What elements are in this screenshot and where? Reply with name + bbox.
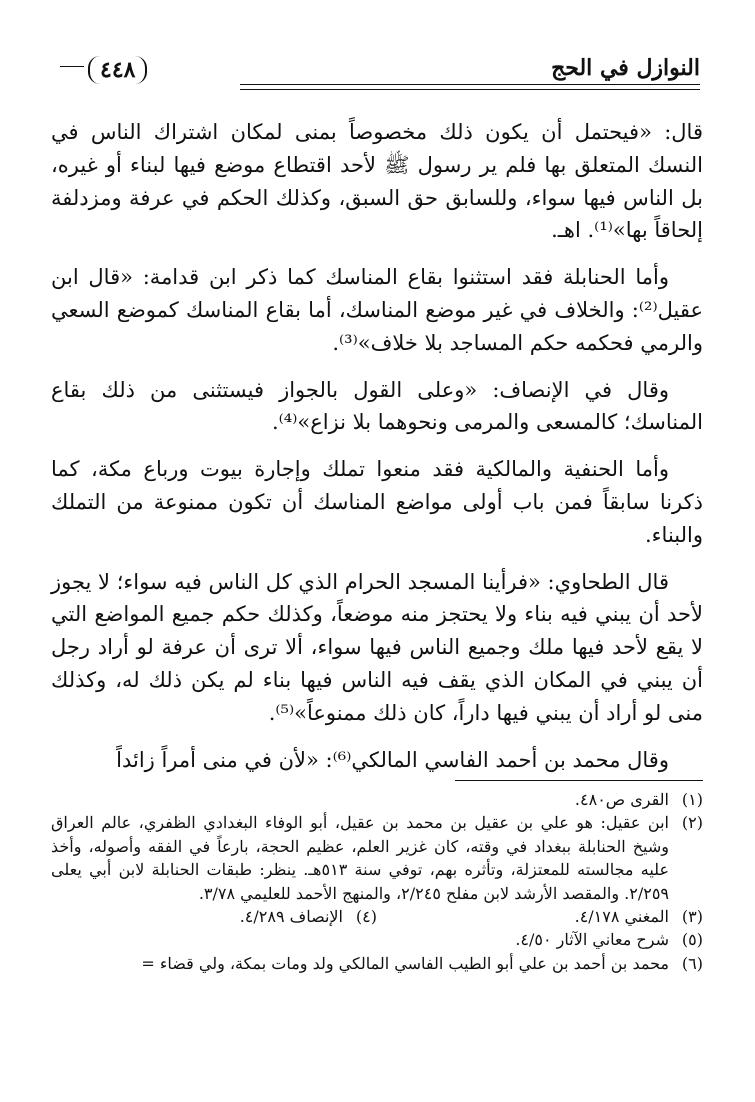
- running-header: [60, 52, 700, 92]
- paragraph-2: وأما الحنابلة فقد استثنوا بقاع المناسك كما ذكر ابن قدامة: «قال ابن عقيل⁽²⁾: والخلاف في غير موضع المناسك، أما بقاع المناسك كموضع السعي والرمي فحكمه حكم المساجد بلا خلاف»⁽³⁾.: [51, 265, 703, 355]
- footnote-text: القرى ص٤٨٠.: [574, 790, 669, 809]
- page-number: ٤٤٨: [88, 56, 147, 84]
- footnote-text: المغني ٤/١٧٨.: [574, 907, 669, 927]
- footnotes: [51, 788, 703, 975]
- footnote-4: [51, 905, 377, 928]
- paragraph-4: وأما الحنفية والمالكية فقد منعوا تملك وإجارة بيوت ورباع مكة، كما ذكرنا سابقاً فمن باب أولى مواضع المناسك أن تكون ممنوعة من التملك والبناء.: [51, 457, 703, 547]
- footnote-text: ابن عقيل: هو علي بن عقيل بن محمد بن عقيل، أبو الوفاء البغدادي الظفري، عالم العراق وشيخ الحنابلة ببغداد في وقته، كان غزير العلم، عظيم الحجة، بارعاً في الفقه وأصوله، وأخذ عليه مجالسته للمعتزلة، وتأثره بهم، توفي سنة ٥١٣هـ. ينظر: طبقات الحنابلة لابن أبي يعلى ٢/٢٥٩. والمقصد الأرشد لابن مفلح ٢/٢٤٥، والمنهج الأحمد للعليمي ٣/٧٨.: [51, 813, 670, 903]
- footnote-1: [51, 788, 703, 811]
- body-text: [51, 116, 703, 776]
- header-ornament: [60, 66, 84, 67]
- footnote-number: (٣): [681, 907, 703, 927]
- paragraph-5: قال الطحاوي: «فرأينا المسجد الحرام الذي كل الناس فيه سواء؛ لا يجوز لأحد أن يبني فيه بناء ولا يحتجز منه موضعاً، وكذلك حكم جميع المواضع التي لا يقع لأحد فيها ملك وجميع الناس فيها سواء، ألا ترى أن عرفة لو أراد رجل أن يبني في المكان الذي يقف فيه الناس فيها بناء لم يكن ذلك له، وكذلك منى لو أراد أن يبني فيها داراً، كان ذلك ممنوعاً»⁽⁵⁾.: [50, 569, 703, 725]
- footnote-2: [51, 811, 703, 905]
- footnote-3: [377, 905, 703, 928]
- footnote-number: (٦): [681, 953, 703, 973]
- book-title: النوازل في الحج: [551, 55, 700, 81]
- footnote-number: (٤): [355, 907, 377, 927]
- footnote-number: (٢): [681, 813, 703, 833]
- footnote-text: الإنصاف ٤/٢٨٩.: [239, 907, 343, 927]
- footnote-5: [51, 928, 703, 951]
- footnote-number: (١): [681, 790, 703, 809]
- paragraph-1: قال: «فيحتمل أن يكون ذلك مخصوصاً بمنى لمكان اشتراك الناس في النسك المتعلق بها فلم ير رسول ﷺ لأحد اقتطاع موضع فيها لبناء أو غيره، بل الناس فيها سواء، وللسابق حق السبق، وكذلك الحكم في عرفة ومزدلفة إلحاقاً بها»⁽¹⁾. اهـ.: [51, 120, 703, 243]
- header-rule-top: [240, 84, 700, 85]
- paragraph-6: وقال محمد بن أحمد الفاسي المالكي⁽⁶⁾: «لأن في منى أمراً زائداً: [116, 747, 669, 772]
- header-rule-bottom: [240, 89, 700, 90]
- footnote-separator: [455, 780, 703, 781]
- footnote-text: محمد بن أحمد بن علي أبو الطيب الفاسي المالكي ولد ومات بمكة، ولي قضاء =: [141, 953, 669, 973]
- footnote-6: [51, 952, 703, 975]
- paragraph-3: وقال في الإنصاف: «وعلى القول بالجواز فيستثنى من ذلك بقاع المناسك؛ كالمسعى والمرمى ونحوهما بلا نزاع»⁽⁴⁾.: [51, 377, 703, 435]
- footnote-number: (٥): [681, 930, 703, 950]
- footnote-text: شرح معاني الآثار ٤/٥٠.: [515, 930, 669, 950]
- footnote-pair-3-4: [51, 905, 703, 928]
